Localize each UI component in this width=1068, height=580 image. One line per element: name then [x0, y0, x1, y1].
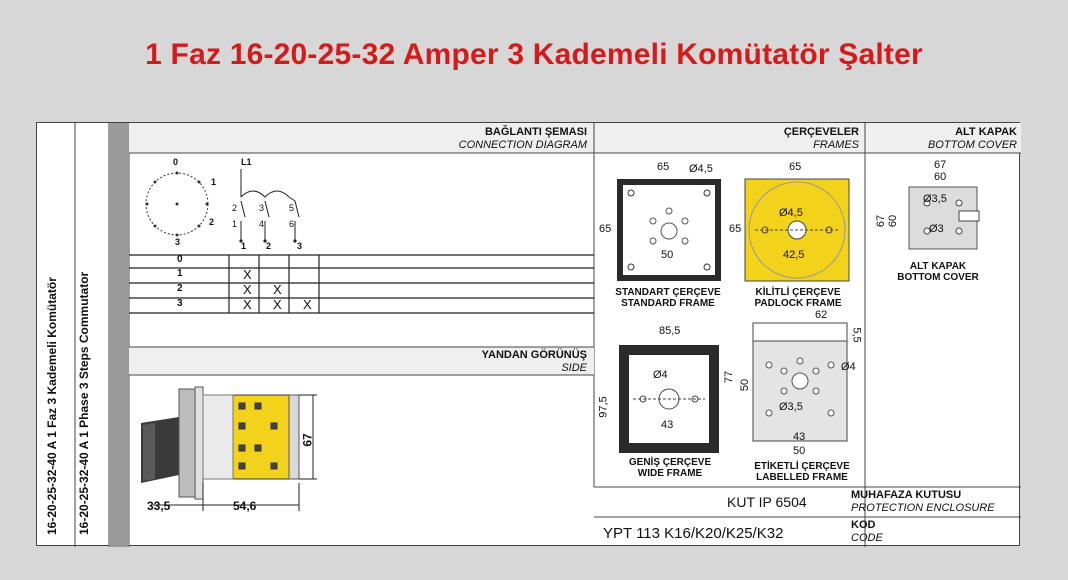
switch-dial	[137, 157, 227, 249]
labelled-h: 77	[723, 370, 736, 384]
table-cell-mark: X	[303, 297, 312, 312]
standard-w: 65	[657, 161, 670, 173]
padlock-h: 65	[729, 223, 742, 235]
labelled-inner: 43	[793, 431, 806, 443]
side-view-drawing	[133, 379, 333, 519]
dial-label-0: 0	[173, 157, 179, 167]
padlock-label-en: PADLOCK FRAME	[754, 298, 842, 309]
bottom-cover-h1: 67	[875, 214, 888, 228]
terminal-1: 1	[241, 241, 247, 251]
connection-title-tr: BAĞLANTI ŞEMASI	[484, 126, 587, 138]
table-cell-mark: X	[243, 282, 252, 297]
side-title-en: SIDE	[561, 362, 587, 374]
table-cell-mark: X	[273, 282, 282, 297]
table-cell-mark: X	[243, 297, 252, 312]
labelled-inner2: 50	[793, 445, 806, 457]
standard-h: 65	[599, 223, 612, 235]
labelled-hole: Ø4	[841, 361, 856, 373]
padlock-hole: Ø4,5	[779, 207, 803, 219]
terminal-3: 3	[297, 241, 303, 251]
code-value: YPT 113 K16/K20/K25/K32	[603, 525, 784, 542]
padlock-frame-drawing	[741, 175, 857, 287]
contact-top-3: 5	[289, 203, 295, 213]
page-title: 1 Faz 16-20-25-32 Amper 3 Kademeli Komütatör Şalter	[145, 38, 923, 71]
bottom-cover-h2: 60	[887, 214, 900, 228]
table-position-label: 3	[177, 298, 183, 309]
code-title-tr: KOD	[851, 519, 876, 531]
table-position-label: 2	[177, 283, 183, 294]
enclosure-value: KUT IP 6504	[727, 494, 807, 510]
bottom-cover-title-en: BOTTOM COVER	[927, 139, 1017, 151]
standard-label-tr: STANDART ÇERÇEVE	[615, 287, 721, 298]
wide-label-tr: GENİŞ ÇERÇEVE	[628, 457, 712, 468]
labelled-label-tr: ETİKETLİ ÇERÇEVE	[754, 461, 850, 472]
wide-label-en: WIDE FRAME	[637, 468, 703, 479]
wide-frame-drawing	[615, 341, 725, 457]
side-dim-a: 33,5	[147, 499, 171, 513]
labelled-right: 5,5	[850, 327, 863, 343]
enclosure-title-en: PROTECTION ENCLOSURE	[851, 502, 995, 514]
side-dim-h: 67	[300, 433, 315, 447]
wide-w: 85,5	[659, 325, 681, 337]
dial-label-3: 3	[175, 237, 181, 247]
table-position-label: 0	[177, 254, 183, 265]
padlock-w: 65	[789, 161, 802, 173]
labelled-hole2: Ø3,5	[779, 401, 803, 413]
standard-label-en: STANDARD FRAME	[621, 298, 715, 309]
contacts-diagram	[231, 157, 341, 253]
side-dim-b: 54,6	[233, 499, 257, 513]
table-position-label: 1	[177, 268, 183, 279]
bottom-cover-label-en: BOTTOM COVER	[897, 272, 979, 283]
frames-title-tr: ÇERÇEVELER	[783, 126, 859, 138]
table-cell-mark: X	[273, 297, 282, 312]
bottom-cover-label-tr: ALT KAPAK	[909, 261, 967, 272]
technical-drawing-sheet	[36, 122, 1020, 546]
bottom-cover-hole1: Ø3,5	[923, 193, 947, 205]
code-title-en: CODE	[851, 532, 883, 544]
labelled-h2: 50	[739, 378, 752, 392]
standard-hole: Ø4,5	[689, 163, 713, 175]
contact-bottom-1: 1	[232, 219, 238, 229]
wide-hole: Ø4	[653, 369, 668, 381]
contact-top-2: 3	[259, 203, 265, 213]
wide-h: 97,5	[597, 396, 610, 418]
enclosure-title-tr: MUHAFAZA KUTUSU	[851, 489, 962, 501]
connection-title-en: CONNECTION DIAGRAM	[458, 139, 587, 151]
wide-inner: 43	[661, 419, 674, 431]
labelled-label-en: LABELLED FRAME	[756, 472, 848, 483]
bottom-cover-hole2: Ø3	[929, 223, 944, 235]
contact-bottom-3: 6	[289, 219, 295, 229]
line-label: L1	[241, 157, 252, 167]
bottom-cover-w1: 67	[934, 159, 947, 171]
table-cell-mark: X	[243, 267, 252, 282]
dial-label-1: 1	[211, 177, 217, 187]
contact-top-1: 2	[232, 203, 238, 213]
labelled-w: 62	[815, 309, 828, 321]
padlock-inner: 42,5	[783, 249, 805, 261]
terminal-2: 2	[266, 241, 272, 251]
switching-table-lines	[419, 253, 594, 317]
band-title-tr: 16-20-25-32-40 A 1 Faz 3 Kademeli Komütatör	[45, 277, 59, 535]
bottom-cover-w2: 60	[934, 171, 947, 183]
standard-inner: 50	[661, 249, 674, 261]
bottom-cover-title-tr: ALT KAPAK	[955, 126, 1017, 138]
band-title-en: 16-20-25-32-40 A 1 Phase 3 Steps Commutator	[77, 271, 91, 535]
contact-bottom-2: 4	[259, 219, 265, 229]
standard-frame-drawing	[611, 175, 727, 287]
dial-label-2: 2	[209, 217, 215, 227]
frames-title-en: FRAMES	[813, 139, 859, 151]
padlock-label-tr: KİLİTLİ ÇERÇEVE	[755, 287, 841, 298]
side-title-tr: YANDAN GÖRÜNÜŞ	[481, 349, 587, 361]
